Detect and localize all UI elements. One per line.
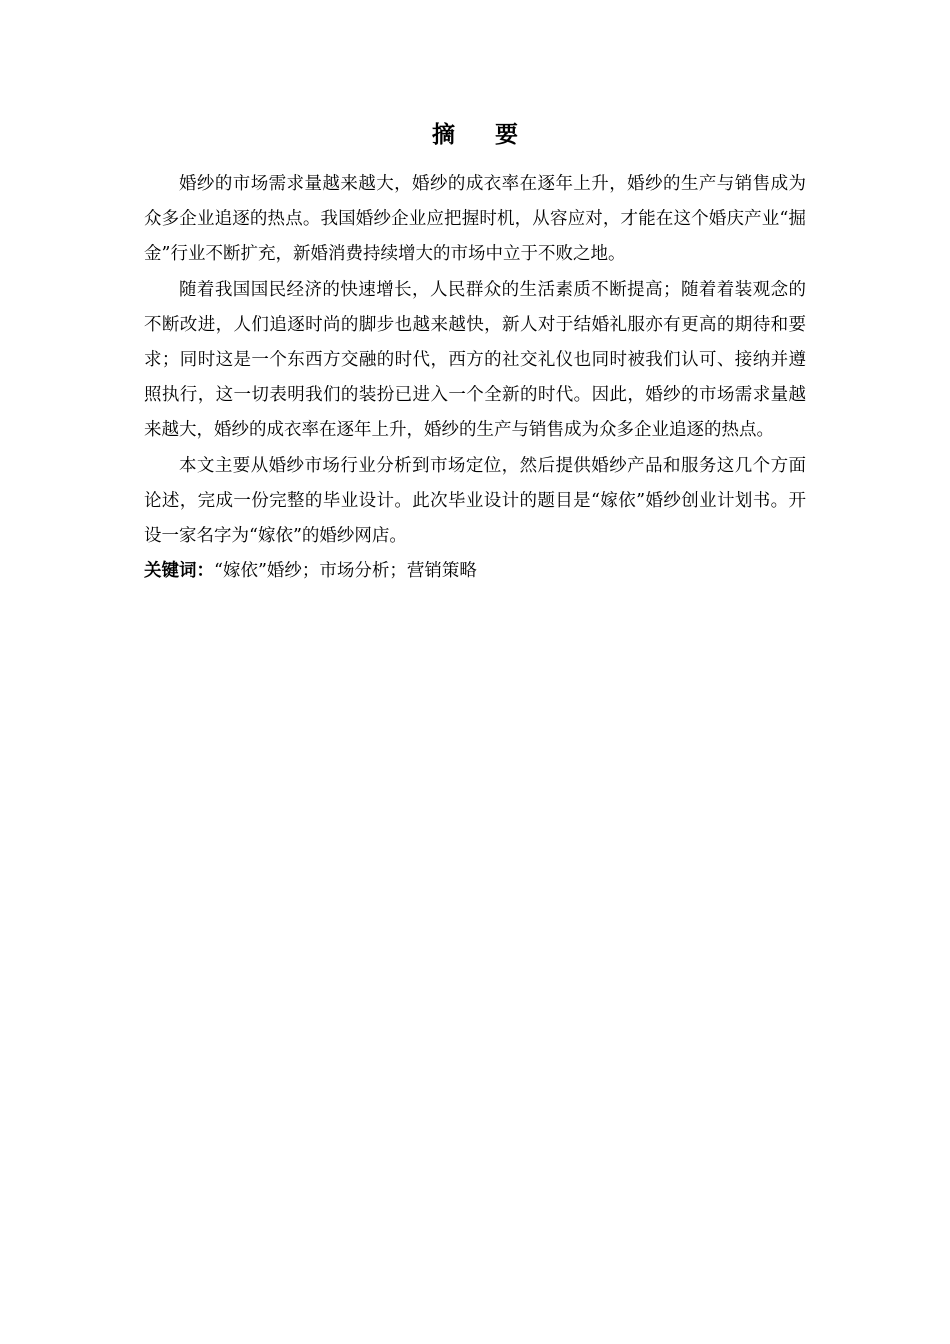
abstract-paragraph-3: 本文主要从婚纱市场行业分析到市场定位，然后提供婚纱产品和服务这几个方面论述，完成一份完整的毕业设计。此次毕业设计的题目是“嫁依”婚纱创业计划书。开设一家名字为“嫁依”的婚纱网店。	[144, 455, 806, 547]
keywords-label: 关键词：	[144, 561, 214, 582]
abstract-paragraph-2: 随着我国国民经济的快速增长，人民群众的生活素质不断提高；随着着装观念的不断改进，人们追逐时尚的脚步也越来越快，新人对于结婚礼服亦有更高的期待和要求；同时这是一个东西方交融的时代，西方的社交礼仪也同时被我们认可、接纳并遵照执行，这一切表明我们的装扮已进入一个全新的时代。因此，婚纱的市场需求量越来越大，婚纱的成衣率在逐年上升，婚纱的生产与销售成为众多企业追逐的热点。	[144, 279, 806, 441]
abstract-title-char-1: 摘	[432, 122, 455, 148]
abstract-title	[0, 118, 950, 152]
keywords-line	[144, 554, 806, 589]
abstract-paragraph-1: 婚纱的市场需求量越来越大，婚纱的成衣率在逐年上升，婚纱的生产与销售成为众多企业追逐的热点。我国婚纱企业应把握时机，从容应对，才能在这个婚庆产业“掘金”行业不断扩充，新婚消费持续增大的市场中立于不败之地。	[144, 174, 806, 265]
keywords-text: “嫁依”婚纱；市场分析；营销策略	[214, 561, 477, 582]
abstract-body	[144, 167, 806, 589]
abstract-title-char-2: 要	[495, 122, 518, 148]
